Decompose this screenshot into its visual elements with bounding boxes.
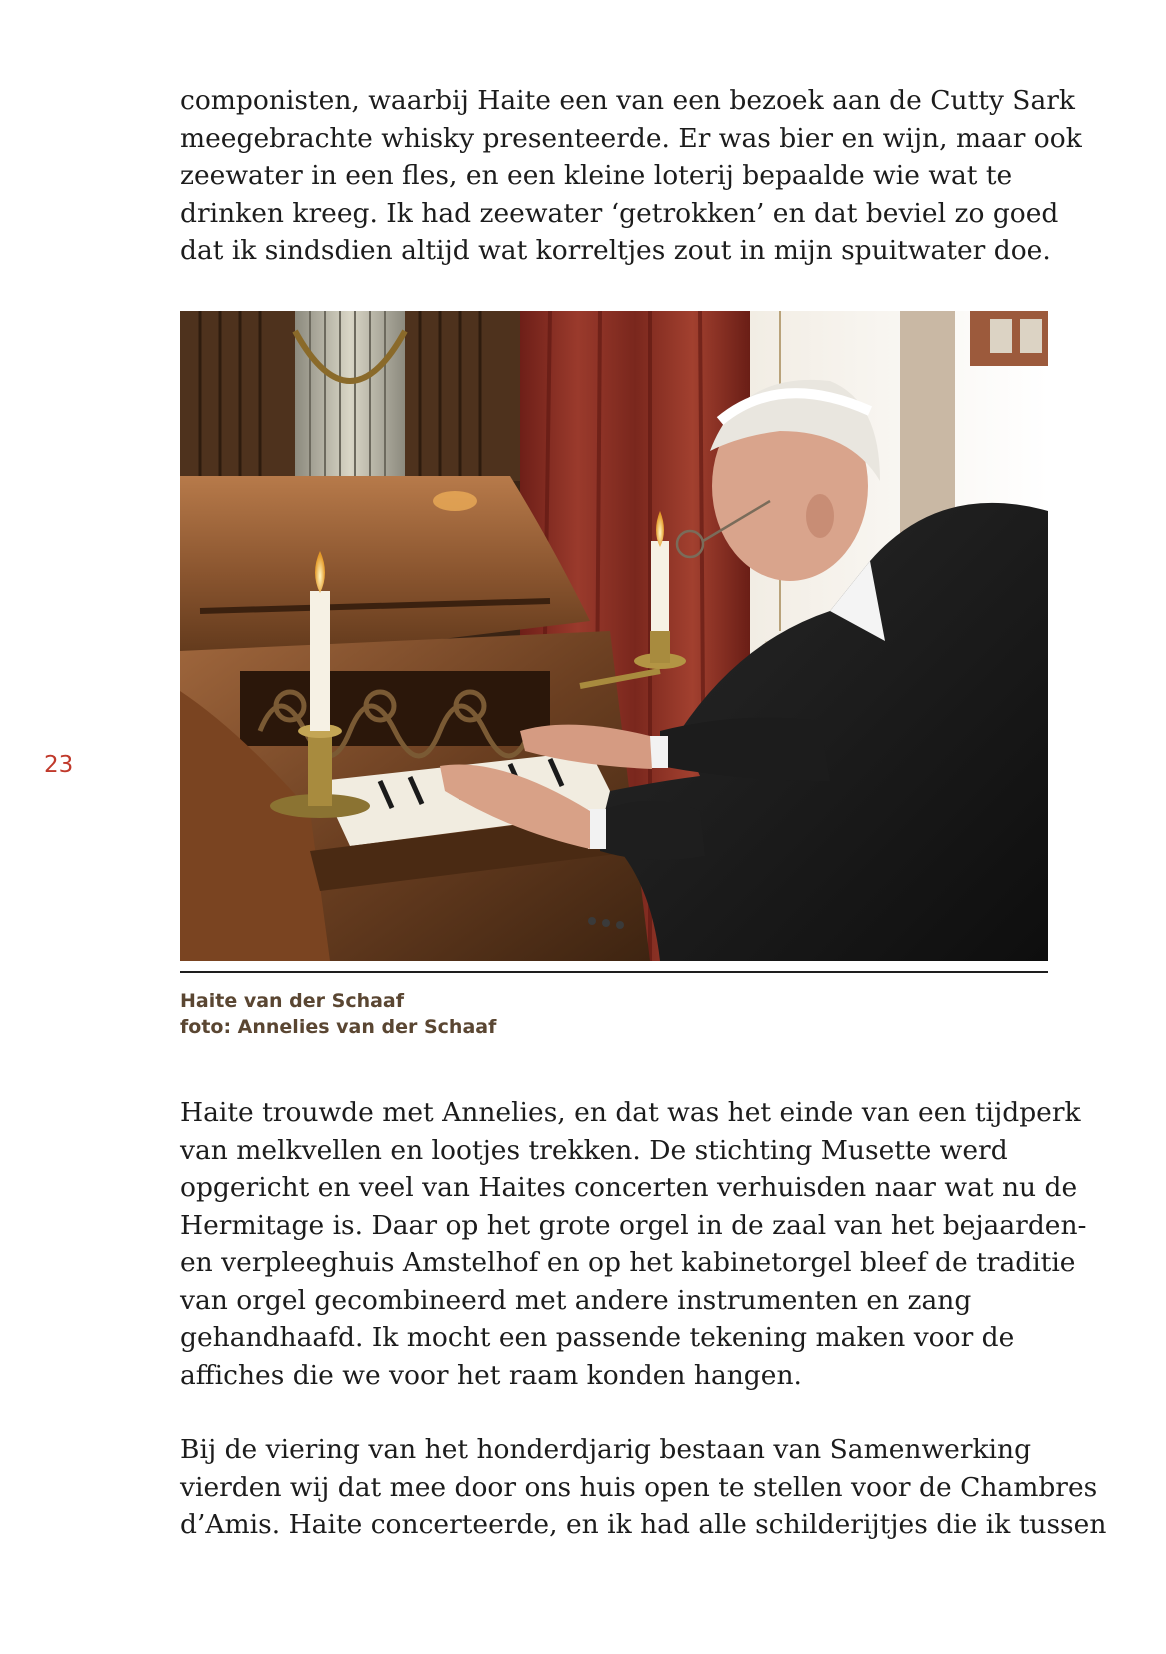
text-line: vierden wij dat mee door ons huis open te stellen voor de Chambres — [180, 1471, 1098, 1503]
text-line: gehandhaafd. Ik mocht een passende tekening maken voor de — [180, 1322, 1015, 1353]
photo-caption — [180, 988, 496, 1040]
caption-credit: foto: Annelies van der Schaaf — [180, 1016, 497, 1038]
paragraph-2 — [180, 1094, 1087, 1394]
text-line: affiches die we voor het raam konden hangen. — [180, 1359, 802, 1391]
caption-rule — [180, 971, 1048, 973]
page-number: 23 — [44, 752, 74, 778]
text-line: dat ik sindsdien altijd wat korreltjes zout in mijn spuitwater doe. — [180, 235, 1051, 266]
text-line: d’Amis. Haite concerteerde, en ik had alle schilderijtjes die ik tussen — [180, 1509, 1107, 1540]
text-line: componisten, waarbij Haite een van een bezoek aan de Cutty Sark — [180, 85, 1075, 116]
text-line: Bij de viering van het honderdjarig bestaan van Samenwerking — [180, 1434, 1032, 1465]
text-line: en verpleeghuis Amstelhof en op het kabinetorgel bleef de traditie — [180, 1247, 1076, 1278]
text-line: Haite trouwde met Annelies, en dat was het einde van een tijdperk — [180, 1097, 1081, 1128]
text-line: van orgel gecombineerd met andere instrumenten en zang — [180, 1284, 972, 1316]
caption-title: Haite van der Schaaf — [180, 990, 405, 1012]
text-line: zeewater in een fles, en een kleine loterij bepaalde wie wat te — [180, 160, 1013, 191]
text-line: van melkvellen en lootjes trekken. De stichting Musette werd — [180, 1134, 1008, 1166]
text-line: opgericht en veel van Haites concerten verhuisden naar wat nu de — [180, 1172, 1078, 1203]
text-line: drinken kreeg. Ik had zeewater ‘getrokken’ en dat beviel zo goed — [180, 197, 1059, 229]
text-line: meegebrachte whisky presenteerde. Er was bier en wijn, maar ook — [180, 122, 1082, 154]
paragraph-1 — [180, 82, 1082, 270]
paragraph-3 — [180, 1431, 1107, 1544]
text-line: Hermitage is. Daar op het grote orgel in de zaal van het bejaarden- — [180, 1209, 1087, 1241]
photo-organist — [180, 311, 1048, 961]
